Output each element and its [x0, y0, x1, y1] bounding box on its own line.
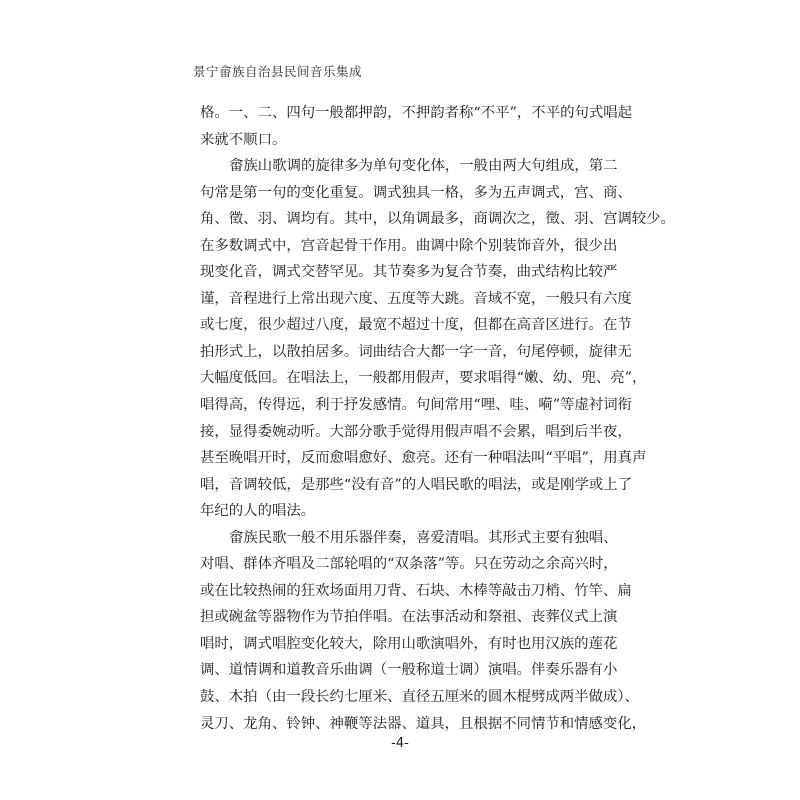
text-line: 谨，音程进行上常出现六度、五度等大跳。音域不宽，一般只有六度 — [200, 290, 632, 307]
running-header: 景宁畲族自治县民间音乐集成 — [193, 64, 363, 79]
text-line: 鼓、木拍（由一段长约七厘米、直径五厘米的圆木棍劈成两半做成）、 — [200, 689, 639, 706]
text-line: 接，显得委婉动听。大部分歌手觉得用假声唱不会累，唱到后半夜， — [200, 423, 632, 440]
text-line: 调、道情调和道教音乐曲调（一般称道士调）演唱。伴奏乐器有小 — [200, 662, 618, 679]
text-line: 来就不顺口。 — [200, 131, 287, 148]
text-line: 灵刀、龙角、铃钟、神鞭等法器、道具，且根据不同情节和情感变化， — [200, 715, 647, 732]
text-line: 拍形式上，以散拍居多。词曲结合大都一字一音，句尾停顿，旋律无 — [200, 343, 632, 360]
text-line: 年纪的人的唱法。 — [200, 503, 316, 520]
text-line: 角、徵、羽、调均有。其中，以角调最多，商调次之，徵、羽、宫调较少。 — [200, 211, 675, 228]
text-line: 畲族民歌一般不用乐器伴奏，喜爱清唱。其形式主要有独唱、 — [229, 529, 618, 546]
text-line: 或七度，很少超过八度，最宽不超过十度，但都在高音区进行。在节 — [200, 317, 632, 334]
text-line: 现变化音，调式交替罕见。其节奏多为复合节奏，曲式结构比较严 — [200, 264, 618, 281]
page-number: -4- — [391, 736, 409, 751]
text-line: 或在比较热闹的狂欢场面用刀背、石块、木棒等敲击刀梢、竹竿、扁 — [200, 582, 632, 599]
text-line: 对唱、群体齐唱及二部轮唱的“双条落”等。只在劳动之余高兴时， — [200, 556, 618, 573]
text-line: 大幅度低回。在唱法上，一般都用假声，要求唱得“嫩、幼、兜、亮”， — [200, 370, 647, 387]
text-line: 甚至晚唱开时，反而愈唱愈好、愈亮。还有一种唱法叫“平唱”，用真声 — [200, 450, 647, 467]
text-line: 唱，音调较低，是那些“没有音”的人唱民歌的唱法，或是刚学或上了 — [200, 476, 633, 493]
text-line: 畲族山歌调的旋律多为单句变化体，一般由两大句组成，第二 — [229, 158, 618, 175]
text-line: 唱时，调式唱腔变化较大，除用山歌演唱外，有时也用汉族的莲花 — [200, 635, 618, 652]
text-line: 唱得高，传得远，利于抒发感情。句间常用“哩、哇、嗬”等虚衬词衔 — [200, 397, 633, 414]
text-line: 格。一、二、四句一般都押韵，不押韵者称“不平”，不平的句式唱起 — [200, 105, 633, 121]
text-line: 在多数调式中，宫音起骨干作用。曲调中除个别装饰音外，很少出 — [200, 237, 618, 254]
body-text — [200, 100, 675, 737]
text-line: 担或碗盆等器物作为节拍伴唱。在法事活动和祭祖、丧葬仪式上演 — [200, 609, 618, 626]
text-line: 句常是第一句的变化重复。调式独具一格，多为五声调式，宫、商、 — [200, 184, 632, 201]
